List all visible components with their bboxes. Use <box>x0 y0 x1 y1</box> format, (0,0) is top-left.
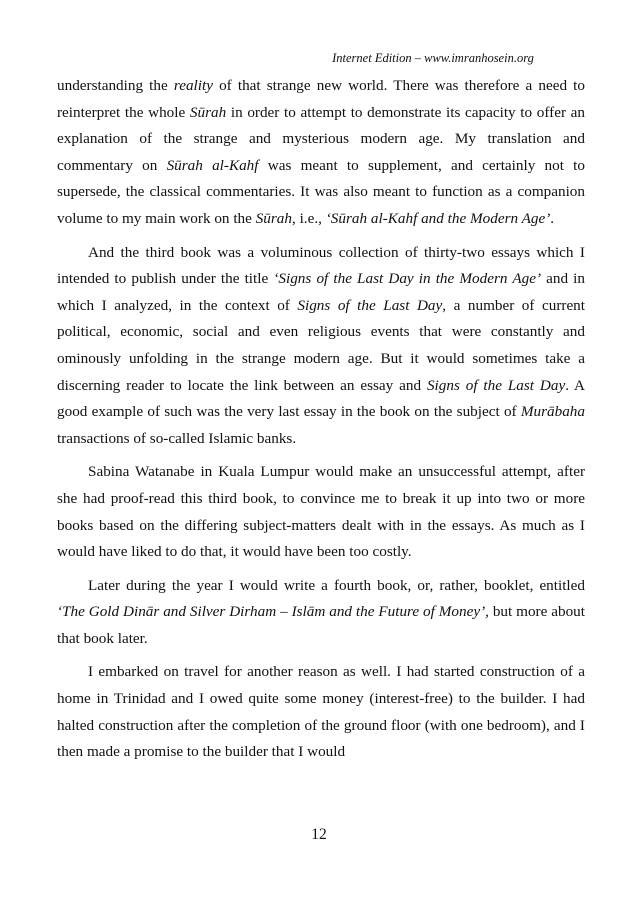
text-run: Sabina Watanabe in Kuala Lumpur would make an unsuccessful attempt, after she had proof-read this third book, to convince me to break it up into two or more books based on the differing subject-matters dealt with in the essays. As much as I would have liked to do that, it would have been too costly. <box>57 463 585 561</box>
paragraph <box>57 240 585 453</box>
paragraph <box>57 459 585 565</box>
italic-text: Sūrah <box>255 209 292 227</box>
page-number: 12 <box>311 826 327 843</box>
text-run: was meant to supplement, and certainly not to supersede, the classical commentaries. It was also meant to function as a companion volume to my main work on the <box>57 156 585 227</box>
text-run: Later during the year I would write a fourth book, or, rather, booklet, entitled <box>88 576 585 594</box>
paragraph <box>57 573 585 653</box>
italic-text: ‘Signs of the Last Day in the Modern Age’ <box>273 270 541 288</box>
text-run: transactions of so-called Islamic banks. <box>57 429 297 447</box>
paragraph <box>57 73 585 233</box>
italic-text: Sūrah al-Kahf <box>166 156 259 174</box>
text-run: I embarked on travel for another reason as well. I had started construction of a home in Trinidad and I owed quite some money (interest-free) to the builder. I had halted construction after the completion of the ground floor (with one bedroom), and I then made a promise to the builder that I would <box>57 663 585 761</box>
body-text <box>57 73 585 773</box>
text-run: and in which I analyzed, in the context of <box>57 270 585 314</box>
italic-text: Signs of the Last Day <box>426 376 566 394</box>
italic-text: ‘Sūrah al-Kahf and the Modern Age’ <box>325 209 551 227</box>
italic-text: reality <box>173 77 213 94</box>
text-run: And the third book was a voluminous collection of thirty-two essays which I intended to publish under the title <box>57 243 585 288</box>
text-run: , a number of current political, economic, social and even religious events that were constantly and ominously unfolding in the strange modern age. But it would sometimes take a discerning reader to locate the link between an essay and <box>57 296 585 394</box>
italic-text: Sūrah <box>189 103 227 121</box>
italic-text: Murābaha <box>520 403 585 421</box>
text-run: , i.e., <box>291 209 326 227</box>
paragraph <box>57 659 585 765</box>
text-run: . <box>550 209 555 227</box>
text-run: . A good example of such was the very last essay in the book on the subject of <box>57 376 585 421</box>
text-run: understanding the <box>57 77 174 94</box>
italic-text: ‘The Gold Dinār and Silver Dirham – Islām and the Future of Money’, <box>57 603 489 621</box>
text-run: in order to attempt to demonstrate its capacity to offer an explanation of the strange and mysterious modern age. My translation and commentary on <box>57 103 585 174</box>
italic-text: Signs of the Last Day <box>297 296 443 314</box>
text-run: but more about that book later. <box>57 603 585 647</box>
running-header: Internet Edition – www.imranhosein.org <box>332 51 534 65</box>
text-run: of that strange new world. There was therefore a need to reinterpret the whole <box>57 77 585 121</box>
